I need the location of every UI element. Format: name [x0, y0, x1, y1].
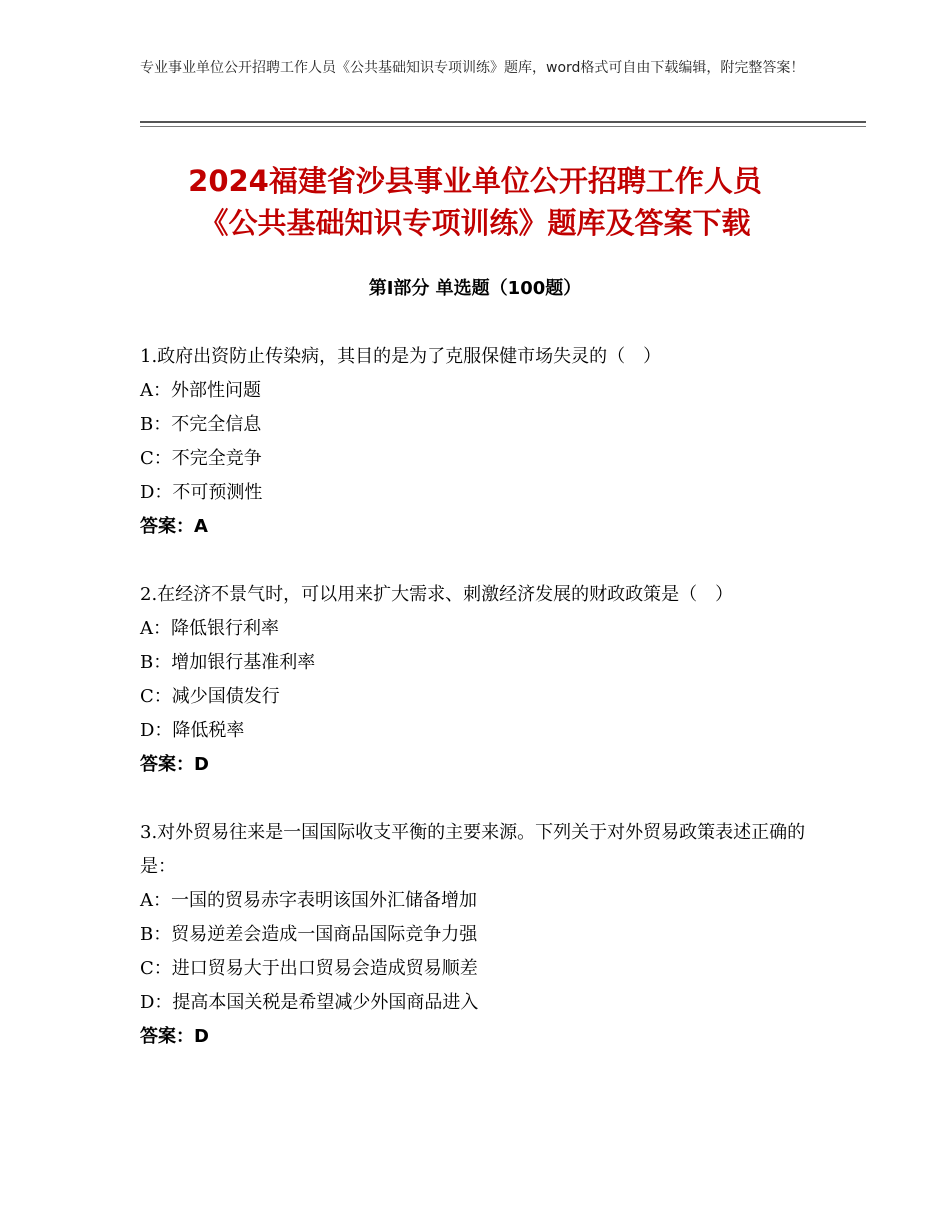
- question-1: [140, 340, 810, 544]
- option-c: C：进口贸易大于出口贸易会造成贸易顺差: [140, 958, 478, 979]
- header-divider: [140, 121, 866, 123]
- question-2: [140, 578, 810, 782]
- option-c: C：减少国债发行: [140, 686, 280, 707]
- option-a: A：一国的贸易赤字表明该国外汇储备增加: [140, 890, 477, 911]
- section-title: 第Ⅰ部分 单选题（100题）: [368, 278, 582, 299]
- option-a: A：外部性问题: [140, 380, 261, 401]
- answer: 答案：A: [140, 516, 208, 537]
- document-title-line-2: 《公共基础知识专项训练》题库及答案下载: [199, 206, 751, 240]
- answer: 答案：D: [140, 1026, 209, 1047]
- option-d: D：不可预测性: [140, 482, 263, 503]
- option-b: B：贸易逆差会造成一国商品国际竞争力强: [140, 924, 478, 945]
- option-a: A：降低银行利率: [140, 618, 279, 639]
- option-d: D：提高本国关税是希望减少外国商品进入: [140, 992, 479, 1013]
- option-b: B：增加银行基准利率: [140, 652, 316, 673]
- document-title-line-1: 2024福建省沙县事业单位公开招聘工作人员: [188, 164, 762, 198]
- option-d: D：降低税率: [140, 720, 245, 741]
- header-note: 专业事业单位公开招聘工作人员《公共基础知识专项训练》题库，word格式可自由下载编辑，附完整答案！: [140, 60, 805, 76]
- question-stem: 3.对外贸易往来是一国国际收支平衡的主要来源。下列关于对外贸易政策表述正确的是：: [140, 822, 806, 877]
- question-3: [140, 816, 810, 1054]
- option-c: C：不完全竞争: [140, 448, 262, 469]
- document-title: [100, 160, 850, 244]
- header-divider-thin: [140, 126, 866, 127]
- answer: 答案：D: [140, 754, 209, 775]
- question-list: [140, 340, 810, 1088]
- question-stem: 1.政府出资防止传染病，其目的是为了克服保健市场失灵的（ ）: [140, 346, 662, 367]
- question-stem: 2.在经济不景气时，可以用来扩大需求、刺激经济发展的财政政策是（ ）: [140, 584, 734, 605]
- option-b: B：不完全信息: [140, 414, 262, 435]
